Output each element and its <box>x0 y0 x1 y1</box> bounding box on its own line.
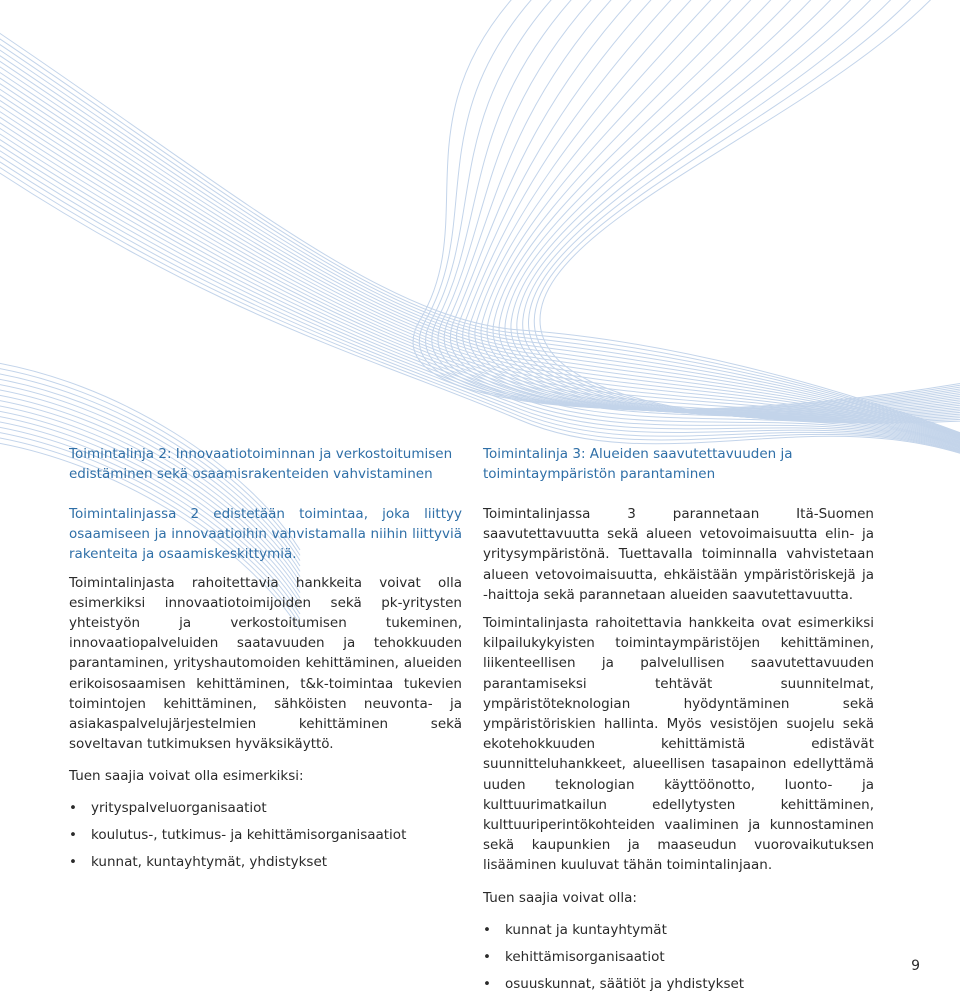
list-item: • osuuskunnat, säätiöt ja yhdistykset <box>483 975 745 992</box>
wave-line <box>0 132 960 456</box>
list-item: • koulutus-, tutkimus- ja kehittämisorganisaatiot <box>69 827 407 844</box>
list-item: • kehittämisorganisaatiot <box>483 948 665 965</box>
beneficiaries-list <box>483 920 874 994</box>
beneficiaries-intro: Tuen saajia voivat olla esimerkiksi: <box>69 768 304 785</box>
bullet-icon: • <box>483 921 491 938</box>
wave-line <box>0 87 960 449</box>
bullet-icon: • <box>69 800 77 817</box>
wave-line <box>469 0 960 414</box>
section-body-paragraph: Toimintalinjasta rahoitettavia hankkeita voivat olla esimerkiksi innovaatiotoimijoiden sekä pk-yritysten yhteistyön ja verkostoitumisen tukeminen, innovaatiopalveluiden saatavuuden ja tehokkuuden parantaminen, yrityshautomoiden kehittäminen, alueiden erikoisosaamisen kehittäminen, t&k-toimintaa tukevien toimintojen kehittäminen, sähköisten neuvonta- ja asiakaspalvelujärjestelmien kehittäminen sekä soveltavan tutkimuksen hyväksikäyttö. <box>69 574 462 753</box>
beneficiaries-intro: Tuen saajia voivat olla: <box>483 889 637 906</box>
right-column <box>483 444 874 1001</box>
left-column <box>69 444 462 879</box>
page-number: 9 <box>911 958 920 974</box>
wave-line <box>438 0 960 411</box>
wave-line <box>475 0 960 415</box>
wave-line <box>444 0 960 412</box>
list-item: • kunnat, kuntayhtymät, yhdistykset <box>69 854 328 871</box>
list-item: • yrityspalveluorganisaatiot <box>69 800 267 817</box>
beneficiaries-list <box>69 798 462 872</box>
list-item: • kunnat ja kuntayhtymät <box>483 921 667 938</box>
bullet-icon: • <box>483 975 491 992</box>
section-lead-paragraph: Toimintalinjassa 2 edistetään toimintaa, joka liittyy osaamiseen ja innovaatioihin vahvistamalla niihin liittyviä rakenteita ja osaamiskeskittymiä. <box>69 506 462 563</box>
wave-line <box>413 0 960 409</box>
wave-line <box>0 110 960 453</box>
bullet-icon: • <box>69 854 77 871</box>
section-body-paragraph: Toimintalinjasta rahoitettavia hankkeita ovat esimerkiksi kilpailukykyisten toimintaympäristöjen kehittäminen, liikenteellisen ja palvelullisen saavutettavuuden parantamiseksi tehtävät suunnitelmat, ympäristöteknologian hyödyntäminen sekä ympäristöriskien hallinta. Myös vesistöjen suojelu sekä ekotehokkuuden kehittämistä edistävät suunnitteluhankkeet, alueellisen tasapainon edellyttämä uuden teknologian käyttöönotto, luonto- ja kulttuurimatkailun edellytysten kehittäminen, kulttuuriperintökohteiden vaaliminen ja kunnostaminen sekä kaupunkien ja maaseudun vuorovaikutuksen lisääminen kuuluvat tähän toimintalinjaan. <box>483 615 874 874</box>
bullet-icon: • <box>483 948 491 965</box>
section-lead-paragraph: Toimintalinjassa 3 parannetaan Itä-Suomen saavutettavuutta sekä alueen vetovoimaisuutta elin- ja yritysympäristönä. Tuettavalla toiminnalla vahvistetaan alueen vetovoimaisuutta, ehkäistään ympäristöriskejä ja -haittoja sekä parannetaan alueiden saavutettavuutta. <box>483 506 874 603</box>
section-heading-toimintalinja-3: Toimintalinja 3: Alueiden saavutettavuuden ja toimintaympäristön parantaminen <box>483 446 793 482</box>
section-heading-toimintalinja-2: Toimintalinja 2: Innovaatiotoiminnan ja verkostoitumisen edistäminen sekä osaamisrakenteiden vahvistaminen <box>69 446 453 482</box>
bullet-icon: • <box>69 827 77 844</box>
